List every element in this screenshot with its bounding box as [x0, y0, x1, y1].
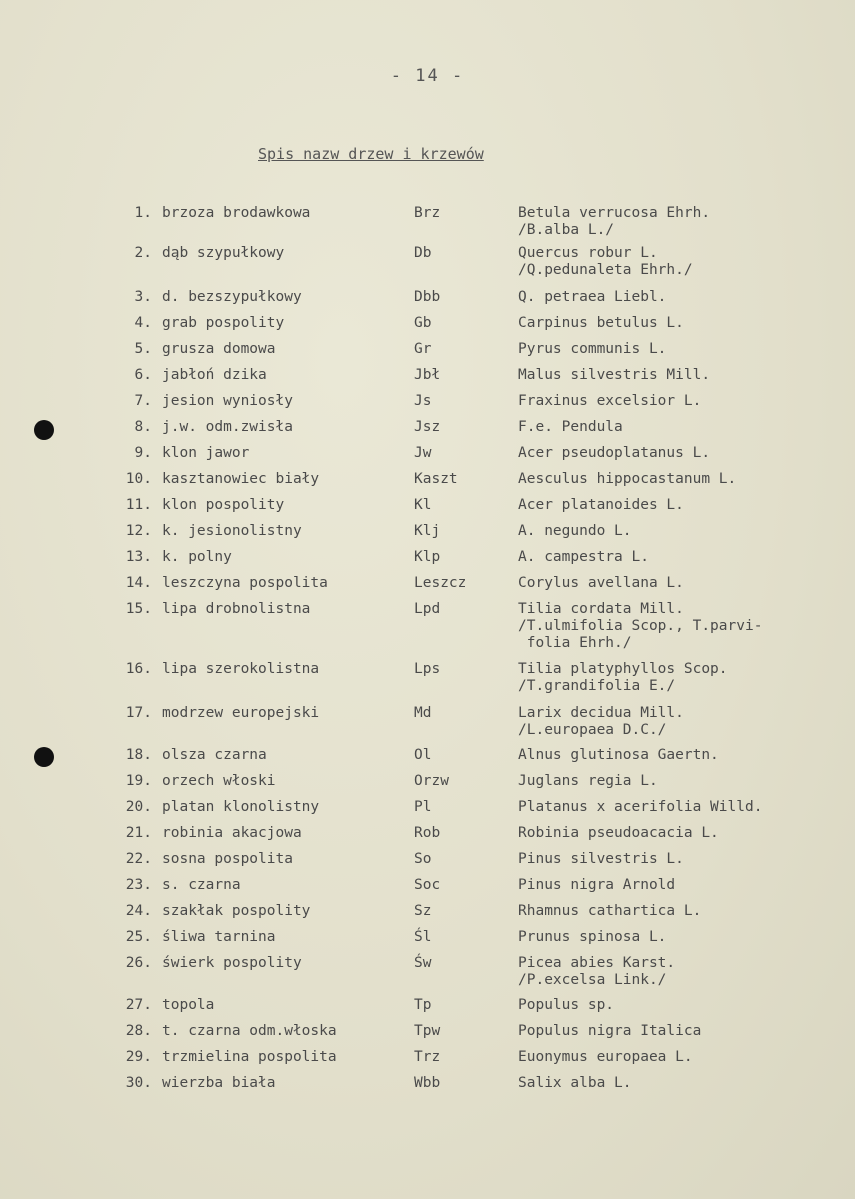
item-number: 23. [125, 877, 152, 893]
latin-name: Larix decidua Mill. /L.europaea D.C./ [518, 705, 684, 738]
latin-name: Acer platanoides L. [518, 497, 684, 513]
abbreviation: Jw [414, 445, 432, 461]
polish-name: klon pospolity [162, 497, 285, 513]
latin-name: Alnus glutinosa Gaertn. [518, 747, 719, 763]
latin-name: Tilia cordata Mill. /T.ulmifolia Scop., T.parvi- folia Ehrh./ [518, 601, 763, 651]
abbreviation: Soc [414, 877, 441, 893]
polish-name: leszczyna pospolita [162, 575, 328, 591]
item-number: 18. [125, 747, 152, 763]
item-number: 11. [125, 497, 152, 513]
abbreviation: Db [414, 245, 432, 261]
latin-name: Robinia pseudoacacia L. [518, 825, 719, 841]
polish-name: jabłoń dzika [162, 367, 267, 383]
item-number: 9. [134, 445, 152, 461]
abbreviation: Orzw [414, 773, 449, 789]
item-number: 3. [134, 289, 152, 305]
latin-name: Euonymus europaea L. [518, 1049, 693, 1065]
abbreviation: Js [414, 393, 432, 409]
latin-name: Quercus robur L. /Q.pedunaleta Ehrh./ [518, 245, 693, 278]
latin-name: Juglans regia L. [518, 773, 658, 789]
abbreviation: Ol [414, 747, 432, 763]
polish-name: grab pospolity [162, 315, 285, 331]
abbreviation: Lpd [414, 601, 441, 617]
latin-name: Populus nigra Italica [518, 1023, 702, 1039]
latin-name: F.e. Pendula [518, 419, 623, 435]
latin-name: Pyrus communis L. [518, 341, 667, 357]
polish-name: d. bezszypułkowy [162, 289, 302, 305]
polish-name: dąb szypułkowy [162, 245, 285, 261]
item-number: 1. [134, 205, 152, 221]
latin-name: Picea abies Karst. /P.excelsa Link./ [518, 955, 676, 988]
abbreviation: Md [414, 705, 432, 721]
latin-name: Populus sp. [518, 997, 615, 1013]
polish-name: t. czarna odm.włoska [162, 1023, 337, 1039]
latin-name: Tilia platyphyllos Scop. /T.grandifolia E./ [518, 661, 728, 694]
abbreviation: Wbb [414, 1075, 441, 1091]
item-number: 10. [125, 471, 152, 487]
polish-name: orzech włoski [162, 773, 276, 789]
item-number: 20. [125, 799, 152, 815]
abbreviation: Sz [414, 903, 432, 919]
polish-name: platan klonolistny [162, 799, 320, 815]
punch-hole [34, 747, 54, 767]
abbreviation: Klj [414, 523, 441, 539]
polish-name: wierzba biała [162, 1075, 276, 1091]
polish-name: k. jesionolistny [162, 523, 302, 539]
abbreviation: Leszcz [414, 575, 467, 591]
item-number: 25. [125, 929, 152, 945]
abbreviation: Pl [414, 799, 432, 815]
abbreviation: Brz [414, 205, 441, 221]
abbreviation: Gr [414, 341, 432, 357]
page-title: Spis nazw drzew i krzewów [258, 145, 484, 163]
abbreviation: Kaszt [414, 471, 458, 487]
item-number: 4. [134, 315, 152, 331]
polish-name: śliwa tarnina [162, 929, 276, 945]
polish-name: jesion wyniosły [162, 393, 293, 409]
latin-name: Platanus x acerifolia Willd. [518, 799, 763, 815]
polish-name: klon jawor [162, 445, 250, 461]
abbreviation: Jsz [414, 419, 441, 435]
item-number: 19. [125, 773, 152, 789]
latin-name: Pinus nigra Arnold [518, 877, 676, 893]
item-number: 22. [125, 851, 152, 867]
polish-name: trzmielina pospolita [162, 1049, 337, 1065]
latin-name: Aesculus hippocastanum L. [518, 471, 737, 487]
item-number: 26. [125, 955, 152, 971]
abbreviation: Rob [414, 825, 441, 841]
abbreviation: So [414, 851, 432, 867]
item-number: 7. [134, 393, 152, 409]
polish-name: brzoza brodawkowa [162, 205, 311, 221]
item-number: 15. [125, 601, 152, 617]
polish-name: kasztanowiec biały [162, 471, 320, 487]
latin-name: Corylus avellana L. [518, 575, 684, 591]
page-number: - 14 - [390, 66, 465, 86]
item-number: 14. [125, 575, 152, 591]
latin-name: Acer pseudoplatanus L. [518, 445, 711, 461]
latin-name: A. campestra L. [518, 549, 649, 565]
polish-name: robinia akacjowa [162, 825, 302, 841]
item-number: 17. [125, 705, 152, 721]
abbreviation: Śl [414, 929, 432, 945]
item-number: 2. [134, 245, 152, 261]
latin-name: Q. petraea Liebl. [518, 289, 667, 305]
item-number: 5. [134, 341, 152, 357]
latin-name: A. negundo L. [518, 523, 632, 539]
polish-name: k. polny [162, 549, 232, 565]
abbreviation: Trz [414, 1049, 441, 1065]
latin-name: Pinus silvestris L. [518, 851, 684, 867]
abbreviation: Lps [414, 661, 441, 677]
item-number: 16. [125, 661, 152, 677]
polish-name: s. czarna [162, 877, 241, 893]
item-number: 27. [125, 997, 152, 1013]
abbreviation: Tpw [414, 1023, 441, 1039]
latin-name: Malus silvestris Mill. [518, 367, 711, 383]
polish-name: olsza czarna [162, 747, 267, 763]
abbreviation: Dbb [414, 289, 441, 305]
item-number: 8. [134, 419, 152, 435]
latin-name: Fraxinus excelsior L. [518, 393, 702, 409]
polish-name: topola [162, 997, 215, 1013]
item-number: 30. [125, 1075, 152, 1091]
item-number: 21. [125, 825, 152, 841]
abbreviation: Klp [414, 549, 441, 565]
latin-name: Rhamnus cathartica L. [518, 903, 702, 919]
abbreviation: Gb [414, 315, 432, 331]
polish-name: grusza domowa [162, 341, 276, 357]
polish-name: lipa drobnolistna [162, 601, 311, 617]
item-number: 12. [125, 523, 152, 539]
polish-name: świerk pospolity [162, 955, 302, 971]
abbreviation: Tp [414, 997, 432, 1013]
polish-name: sosna pospolita [162, 851, 293, 867]
latin-name: Carpinus betulus L. [518, 315, 684, 331]
abbreviation: Św [414, 955, 432, 971]
abbreviation: Kl [414, 497, 432, 513]
item-number: 28. [125, 1023, 152, 1039]
latin-name: Prunus spinosa L. [518, 929, 667, 945]
item-number: 6. [134, 367, 152, 383]
item-number: 24. [125, 903, 152, 919]
punch-hole [34, 420, 54, 440]
polish-name: j.w. odm.zwisła [162, 419, 293, 435]
latin-name: Betula verrucosa Ehrh. /B.alba L./ [518, 205, 711, 238]
polish-name: lipa szerokolistna [162, 661, 320, 677]
abbreviation: Jbł [414, 367, 441, 383]
polish-name: modrzew europejski [162, 705, 320, 721]
latin-name: Salix alba L. [518, 1075, 632, 1091]
item-number: 13. [125, 549, 152, 565]
polish-name: szakłak pospolity [162, 903, 311, 919]
item-number: 29. [125, 1049, 152, 1065]
